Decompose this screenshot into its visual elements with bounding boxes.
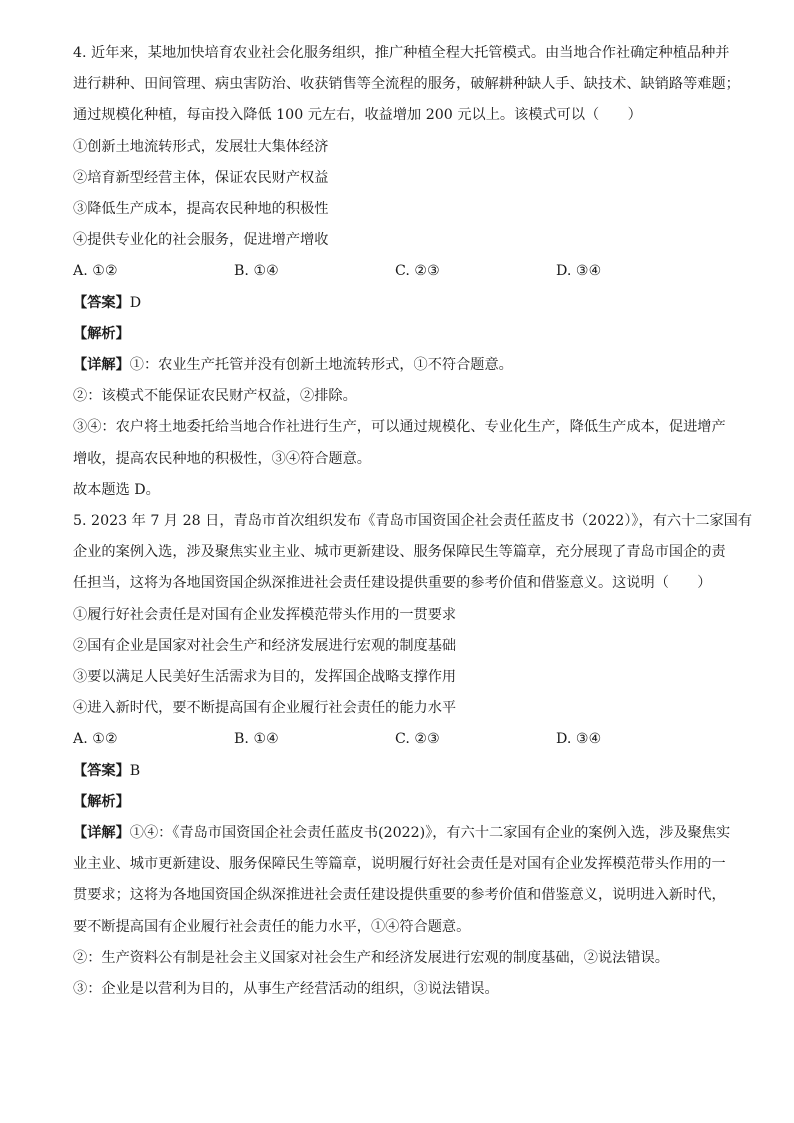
detail-line: 增收，提高农民种地的积极性，③④符合题意。 — [73, 450, 371, 467]
option-a: A. ①② — [73, 263, 118, 280]
detail-line: 业主业、城市更新建设、服务保障民生等篇章，说明履行好社会责任是对国有企业发挥模范带头作用的一 — [73, 856, 726, 873]
answer-value: B — [129, 762, 141, 779]
answer-line — [73, 288, 723, 319]
question-4-stem — [73, 38, 740, 132]
question-5 — [73, 506, 753, 1005]
question-4 — [73, 38, 740, 506]
option-b: B. ①④ — [234, 731, 279, 748]
detail-line: 要不断提高国有企业履行社会责任的能力水平，①④符合题意。 — [73, 918, 471, 935]
detail-line: ②：该模式不能保证农民财产权益，②排除。 — [73, 388, 357, 405]
stem-line: 通过规模化种植，每亩投入降低 100 元左右，收益增加 200 元以上。该模式可以（ ） — [73, 107, 642, 124]
detail-tag: 【详解】 — [73, 825, 130, 842]
detail-line: 故本题选 D。 — [73, 481, 160, 498]
stem-line: 任担当，这将为各地国资国企纵深推进社会责任建设提供重要的参考价值和借鉴意义。这说明（ ） — [73, 575, 712, 592]
option-b: B. ①④ — [234, 263, 279, 280]
question-5-options — [73, 724, 723, 755]
question-4-options — [73, 256, 723, 287]
option-d: D. ③④ — [556, 731, 602, 748]
detail-line: ②：生产资料公有制是社会主义国家对社会生产和经济发展进行宏观的制度基础，②说法错误。 — [73, 949, 669, 966]
statement-4: ④进入新时代，要不断提高国有企业履行社会责任的能力水平 — [73, 700, 457, 717]
option-c: C. ②③ — [395, 731, 440, 748]
detail-line: 贯要求；这将为各地国资国企纵深推进社会责任建设提供重要的参考价值和借鉴意义，说明进入新时代， — [73, 887, 726, 904]
statement-1: ①履行好社会责任是对国有企业发挥模范带头作用的一贯要求 — [73, 606, 457, 623]
stem-line: 企业的案例入选，涉及聚焦实业主业、城市更新建设、服务保障民生等篇章，充分展现了青岛市国企的责 — [73, 544, 726, 561]
option-d: D. ③④ — [556, 263, 602, 280]
document-page — [73, 38, 753, 1005]
answer-line — [73, 756, 723, 787]
stem-line: 进行耕种、田间管理、病虫害防治、收获销售等全流程的服务，破解耕种缺人手、缺技术、缺销路等难题； — [73, 76, 740, 93]
stem-line: 4. 近年来，某地加快培育农业社会化服务组织，推广种植全程大托管模式。由当地合作社确定种植品种并 — [73, 45, 730, 61]
statement-1: ①创新土地流转形式，发展壮大集体经济 — [73, 138, 329, 155]
answer-value: D — [129, 294, 142, 311]
detail-text: ①④：《青岛市国资国企社会责任蓝皮书(2022)》，有六十二家国有企业的案例入选，涉及聚焦实 — [129, 825, 731, 842]
answer-tag: 【答案】 — [73, 762, 130, 779]
detail-line — [73, 818, 731, 849]
answer-tag: 【答案】 — [73, 294, 130, 311]
detail-text: ①：农业生产托管并没有创新土地流转形式，①不符合题意。 — [129, 357, 513, 374]
analysis-tag: 【解析】 — [73, 793, 130, 810]
detail-line: ③④：农户将土地委托给当地合作社进行生产，可以通过规模化、专业化生产，降低生产成本，促进增产 — [73, 419, 726, 436]
question-5-stem — [73, 506, 753, 600]
stem-line: 5. 2023 年 7 月 28 日，青岛市首次组织发布《青岛市国资国企社会责任蓝皮书（2022）》，有六十二家国有 — [73, 513, 753, 530]
detail-line: ③：企业是以营利为目的，从事生产经营活动的组织，③说法错误。 — [73, 981, 499, 998]
statement-3: ③要以满足人民美好生活需求为目的，发挥国企战略支撑作用 — [73, 669, 457, 686]
detail-tag: 【详解】 — [73, 357, 130, 374]
option-a: A. ①② — [73, 731, 118, 748]
option-c: C. ②③ — [395, 263, 440, 280]
statement-2: ②培育新型经营主体，保证农民财产权益 — [73, 169, 329, 186]
analysis-tag: 【解析】 — [73, 325, 130, 342]
statement-2: ②国有企业是国家对社会生产和经济发展进行宏观的制度基础 — [73, 637, 457, 654]
statement-4: ④提供专业化的社会服务，促进增产增收 — [73, 232, 329, 249]
detail-line — [73, 350, 723, 381]
statement-3: ③降低生产成本，提高农民种地的积极性 — [73, 201, 329, 218]
